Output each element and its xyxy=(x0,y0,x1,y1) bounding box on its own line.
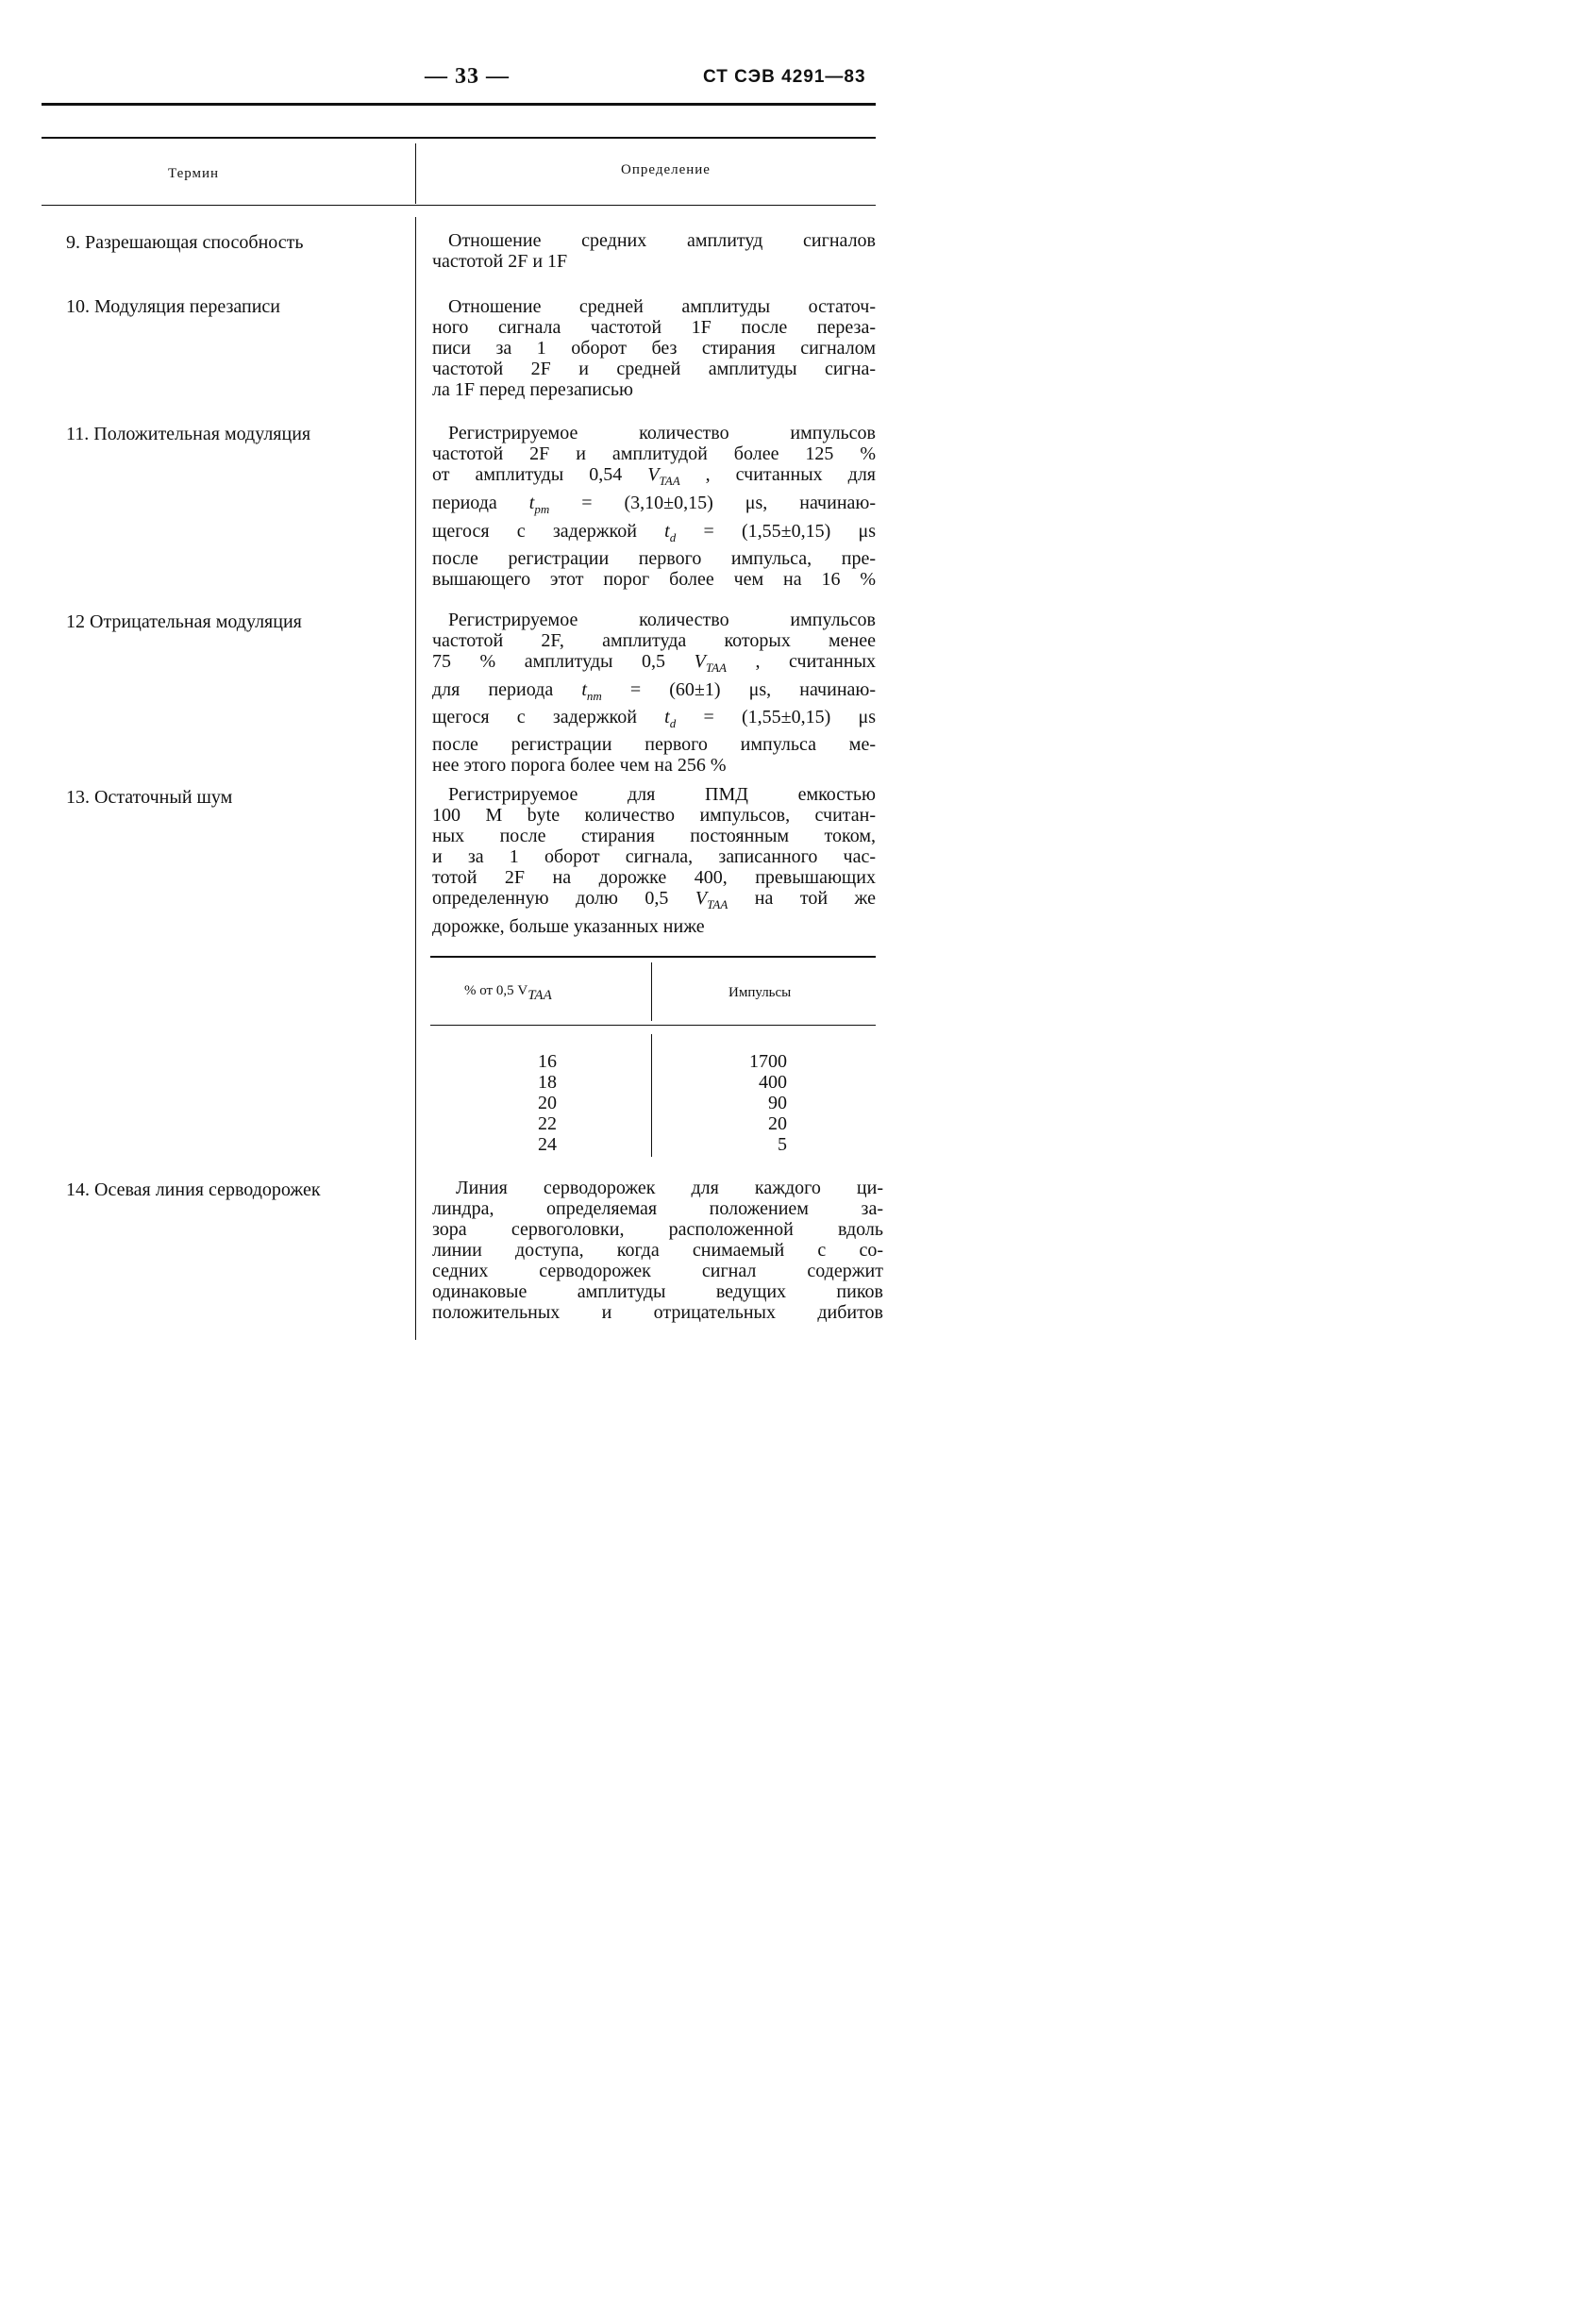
noise-table-top-rule xyxy=(430,956,876,958)
table-cell: 90 xyxy=(768,1093,787,1113)
body-column-divider xyxy=(415,217,416,1340)
def-line: вышающего этот порог более чем на 16 % xyxy=(432,569,876,590)
def-line: 100 M byte количество импульсов, считан- xyxy=(432,805,876,826)
header-rule xyxy=(42,103,876,106)
term-9: 9. Разрешающая способность xyxy=(66,232,304,253)
def-fragment: = (3,10±0,15) μs, начинаю- xyxy=(581,493,877,513)
def-line: Отношение средних амплитуд сигналов xyxy=(448,230,876,251)
def-line: Регистрируемое количество импульсов xyxy=(448,610,876,630)
def-line: ных после стирания постоянным током, xyxy=(432,826,876,846)
definition-14 xyxy=(432,1178,883,1323)
def-fragment: 75 % амплитуды 0,5 xyxy=(432,651,666,672)
def-line xyxy=(432,888,876,916)
symbol-pm: pm xyxy=(534,502,550,516)
table-header-bottom-rule xyxy=(42,205,876,206)
definition-11 xyxy=(432,423,876,590)
table-cell: 16 xyxy=(538,1051,557,1072)
def-fragment: периода xyxy=(432,493,497,513)
def-line: линии доступа, когда снимаемый с со- xyxy=(432,1240,883,1261)
noise-percent-values xyxy=(510,1051,557,1155)
symbol-v: V xyxy=(695,888,708,909)
def-line xyxy=(432,679,876,707)
symbol-taa: TAA xyxy=(707,897,728,911)
term-10: 10. Модуляция перезаписи xyxy=(66,296,280,317)
def-fragment: щегося с задержкой xyxy=(432,521,637,542)
table-cell: 20 xyxy=(768,1113,787,1134)
term-11: 11. Положительная модуляция xyxy=(66,424,311,444)
noise-header-bottom-rule xyxy=(430,1025,876,1026)
noise-header-divider xyxy=(651,962,652,1021)
table-cell: 20 xyxy=(538,1093,557,1113)
def-line: ла 1F перед перезаписью xyxy=(432,379,633,400)
def-line: частотой 2F и амплитудой более 125 % xyxy=(432,443,876,464)
def-line: тотой 2F на дорожке 400, превышающих xyxy=(432,867,876,888)
def-line: седних серводорожек сигнал содержит xyxy=(432,1261,883,1281)
column-header-definition: Определение xyxy=(621,162,711,177)
def-line: после регистрации первого импульса, пре- xyxy=(432,548,876,569)
def-line: зора сервоголовки, расположенной вдоль xyxy=(432,1219,883,1240)
symbol-v: V xyxy=(694,651,706,672)
def-line: Регистрируемое количество импульсов xyxy=(448,423,876,443)
def-line: Отношение средней амплитуды остаточ- xyxy=(448,296,876,317)
term-12: 12 Отрицательная модуляция xyxy=(66,611,302,632)
definition-13 xyxy=(432,784,876,937)
table-top-rule xyxy=(42,137,876,139)
def-line: Регистрируемое для ПМД емкостью xyxy=(448,784,876,805)
def-line: частотой 2F, амплитуда которых менее xyxy=(432,630,876,651)
def-line: дорожке, больше указанных ниже xyxy=(432,916,705,937)
document-code: СТ СЭВ 4291—83 xyxy=(703,67,866,87)
def-fragment: = (60±1) μs, начинаю- xyxy=(629,679,876,700)
definition-9 xyxy=(432,230,876,272)
noise-col-header-pulses: Импульсы xyxy=(728,985,792,1000)
column-header-term: Термин xyxy=(168,166,220,181)
definition-10 xyxy=(432,296,876,400)
term-13: 13. Остаточный шум xyxy=(66,787,233,808)
def-line: одинаковые амплитуды ведущих пиков xyxy=(432,1281,883,1302)
def-line xyxy=(432,651,876,679)
def-line: ного сигнала частотой 1F после переза- xyxy=(432,317,876,338)
def-line: положительных и отрицательных дибитов xyxy=(432,1302,883,1323)
def-fragment: = (1,55±0,15) μs xyxy=(703,707,876,727)
table-cell: 22 xyxy=(538,1113,557,1134)
symbol-t: t xyxy=(581,679,587,700)
symbol-t: t xyxy=(528,493,535,513)
def-line xyxy=(432,493,876,521)
def-line: частотой 2F и средней амплитуды сигна- xyxy=(432,359,876,379)
def-line: писи за 1 оборот без стирания сигналом xyxy=(432,338,876,359)
table-cell: 24 xyxy=(538,1134,557,1155)
table-cell: 18 xyxy=(538,1072,557,1093)
table-cell: 1700 xyxy=(749,1051,787,1072)
symbol-taa: TAA xyxy=(659,474,680,488)
table-cell: 5 xyxy=(778,1134,787,1155)
noise-col-percent-sub: TAA xyxy=(527,988,552,1003)
noise-col-header-percent xyxy=(464,983,552,1004)
symbol-v: V xyxy=(647,464,660,485)
def-fragment: щегося с задержкой xyxy=(432,707,637,727)
table-cell: 400 xyxy=(759,1072,787,1093)
symbol-d: d xyxy=(669,716,677,730)
def-fragment: для периода xyxy=(432,679,554,700)
def-line xyxy=(432,521,876,548)
def-fragment: определенную долю 0,5 xyxy=(432,888,669,909)
def-fragment: , считанных xyxy=(755,651,877,672)
definition-12 xyxy=(432,610,876,776)
def-fragment: , считанных для xyxy=(705,464,876,485)
symbol-d: d xyxy=(669,530,677,544)
def-line: после регистрации первого импульса ме- xyxy=(432,734,876,755)
def-fragment: от амплитуды 0,54 xyxy=(432,464,623,485)
page-number: — 33 — xyxy=(425,64,510,89)
def-line: Линия серводорожек для каждого ци- xyxy=(456,1178,883,1198)
def-line: линдра, определяемая положением за- xyxy=(432,1198,883,1219)
noise-pulse-values xyxy=(727,1051,787,1155)
noise-body-divider xyxy=(651,1034,652,1157)
def-line: нее этого порога более чем на 256 % xyxy=(432,755,727,776)
def-fragment: на той же xyxy=(754,888,876,909)
symbol-taa: TAA xyxy=(705,660,727,675)
symbol-t: t xyxy=(664,707,670,727)
symbol-nm: nm xyxy=(586,689,602,703)
noise-col-percent-text: % от 0,5 V xyxy=(464,983,528,998)
def-fragment: = (1,55±0,15) μs xyxy=(703,521,876,542)
def-line xyxy=(432,707,876,734)
header-column-divider xyxy=(415,143,416,204)
symbol-t: t xyxy=(664,521,670,542)
def-line: и за 1 оборот сигнала, записанного час- xyxy=(432,846,876,867)
term-14: 14. Осевая линия серводорожек xyxy=(66,1179,321,1200)
def-line: частотой 2F и 1F xyxy=(432,251,568,272)
def-line xyxy=(432,464,876,493)
